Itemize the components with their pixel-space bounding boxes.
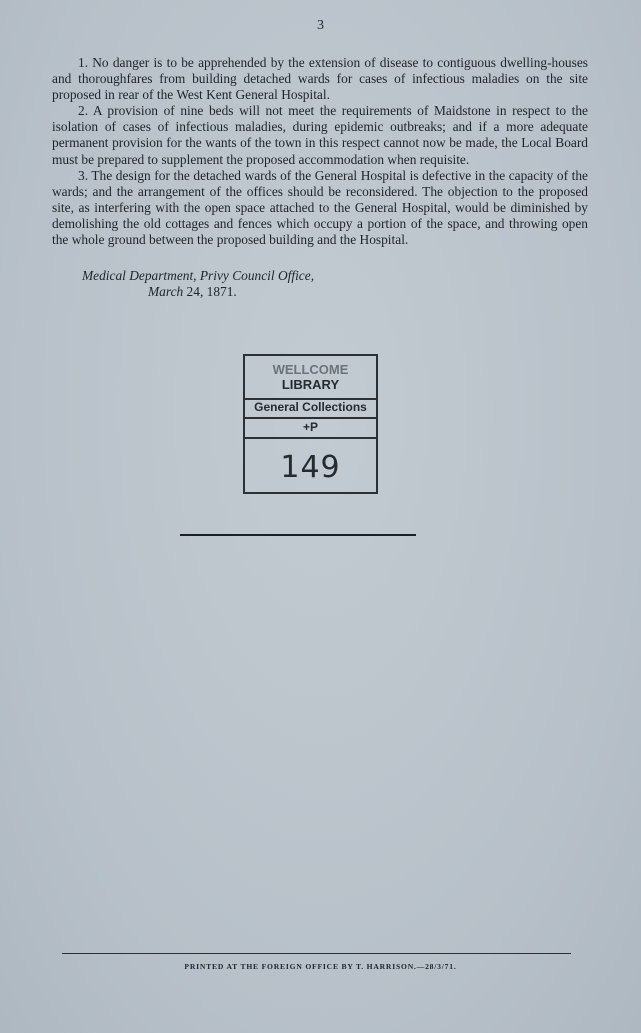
footer-rule [62,953,571,954]
library-stamp [243,354,378,494]
page-number: 3 [317,18,324,33]
printer-imprint: PRINTED AT THE FOREIGN OFFICE BY T. HARRISON.—28/3/71. [184,962,457,971]
stamp-header [245,356,376,400]
signoff-day-year: 24, 1871. [183,283,237,299]
stamp-collection: General Collections [245,400,376,419]
stamp-library-name: WELLCOME [272,362,349,377]
stamp-mark: +P [245,419,376,439]
stamp-shelf-number: 149 [280,450,341,485]
signoff [82,268,314,299]
paragraph-2: 2. A provision of nine beds will not meet the requirements of Maidstone in respect to the isolation of cases of infectious maladies, during epidemic outbreaks; and if a more adequate permanent provision for the wants of the town in this respect cannot now be made, the Local Board must be prepared to supplement the proposed accommodation when requisite. [52,103,588,167]
signoff-department: Medical Department, Privy Council Office, [82,268,315,283]
report-body [52,55,588,248]
paragraph-1: 1. No danger is to be apprehended by the extension of disease to contiguous dwelling-houses and thoroughfares from building detached wards for cases of infectious maladies on the site proposed in rear of the West Kent General Hospital. [52,55,588,103]
paragraph-3: 3. The design for the detached wards of the General Hospital is defective in the capacity of the wards; and the arrangement of the offices should be reconsidered. The objection to the proposed site, as interfering with the open space attached to the General Hospital, would be diminished by demolishing the old cottages and fences which occupy a portion of the space, and throwing open the whole ground between the proposed building and the Hospital. [52,167,588,248]
stamp-library-word: LIBRARY [281,377,340,392]
signoff-month: March [148,283,184,299]
signoff-date [82,284,314,300]
divider-rule [180,534,416,536]
